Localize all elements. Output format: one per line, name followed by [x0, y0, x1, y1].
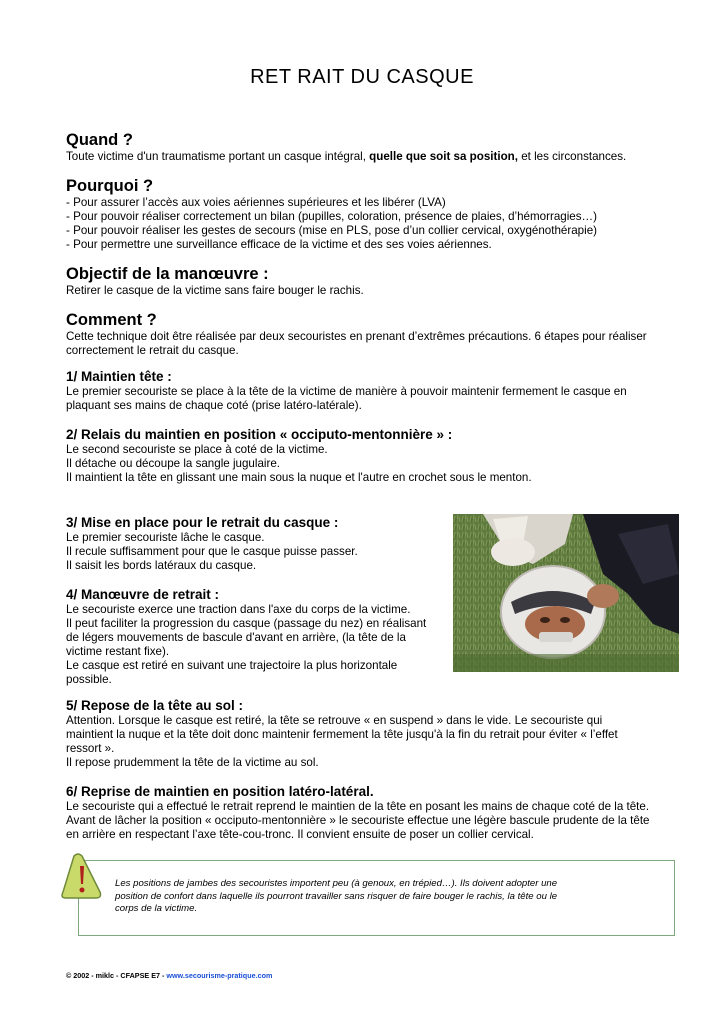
step-3-heading: 3/ Mise en place pour le retrait du casque :: [66, 515, 339, 530]
pourquoi-item: - Pour assurer l’accès aux voies aériennes supérieures et les libérer (LVA): [66, 196, 446, 209]
quand-text-end: et les circonstances.: [517, 150, 627, 163]
step-line: Il maintient la tête en glissant une main sous la nuque et l'autre en crochet sous le menton.: [66, 471, 532, 484]
pourquoi-item: - Pour pouvoir réaliser correctement un bilan (pupilles, coloration, présence de plaies, d’hémorragies…): [66, 210, 597, 223]
helmet-removal-photo: [453, 514, 679, 672]
step-6: [66, 784, 682, 842]
step-line: en arrière en respectant l’axe tête-cou-tronc. Il convient ensuite de poser un collier cervical.: [66, 828, 534, 841]
step-line: Le secouriste exerce une traction dans l'axe du corps de la victime.: [66, 603, 411, 616]
section-comment: [66, 310, 682, 358]
step-4-text: [66, 603, 446, 687]
step-line: Le second secouriste se place à coté de la victime.: [66, 443, 328, 456]
step-line: possible.: [66, 673, 112, 686]
comment-line: Cette technique doit être réalisée par deux secouristes en prenant d’extrêmes précautions. 6 étapes pour réaliser: [66, 330, 647, 343]
pourquoi-item: - Pour pouvoir réaliser les gestes de secours (mise en PLS, pose d’un collier cervical, oxygénothérapie): [66, 224, 597, 237]
step-6-text: [66, 800, 682, 842]
step-line: victime restant fixe).: [66, 645, 170, 658]
quand-text: [66, 150, 682, 164]
note-line: position de confort dans laquelle ils pourront travailler sans risquer de faire bouger le rachis, la tête ou le: [115, 890, 558, 902]
step-line: Il repose prudemment la tête de la victime au sol.: [66, 756, 319, 769]
step-line: maintient la nuque et la tête doit donc maintenir fermement la tête jusqu'à la fin du retrait pour éviter « l’effet: [66, 728, 618, 741]
objectif-text: Retirer le casque de la victime sans faire bouger le rachis.: [66, 284, 364, 297]
step-2-heading: 2/ Relais du maintien en position « occiputo-mentonnière » :: [66, 427, 453, 442]
step-line: ressort ».: [66, 742, 115, 755]
step-5-heading: 5/ Repose de la tête au sol :: [66, 698, 244, 713]
step-line: Le premier secouriste se place à la tête de la victime de manière à pouvoir maintenir fermement le casque en: [66, 385, 627, 398]
step-line: Il saisit les bords latéraux du casque.: [66, 559, 257, 572]
footer: [66, 971, 272, 980]
step-line: Avant de lâcher la position « occiputo-mentonnière » le secouriste effectue une légère bascule prudente de la tête: [66, 814, 650, 827]
warning-exclamation-icon: [60, 852, 106, 902]
section-quand: [66, 130, 682, 164]
objectif-heading: Objectif de la manœuvre :: [66, 265, 269, 283]
step-line: Il peut faciliter la progression du casque (passage du nez) en réalisant: [66, 617, 427, 630]
step-line: Le secouriste qui a effectué le retrait reprend le maintien de la tête en posant les mains de chaque coté de la tête.: [66, 800, 650, 813]
step-4-heading: 4/ Manœuvre de retrait :: [66, 587, 220, 602]
step-2-text: [66, 443, 682, 485]
pourquoi-list: [66, 196, 682, 252]
step-1-heading: 1/ Maintien tête :: [66, 369, 172, 384]
step-3-text: [66, 531, 446, 573]
footer-copyright: © 2002 - miklc - CFAPSE E7 -: [66, 971, 167, 980]
quand-text-start: Toute victime d'un traumatisme portant un casque intégral,: [66, 150, 370, 163]
step-line: Il recule suffisamment pour que le casque puisse passer.: [66, 545, 358, 558]
step-4: [66, 587, 446, 687]
comment-line: correctement le retrait du casque.: [66, 344, 239, 357]
step-1-text: [66, 385, 682, 413]
note-line: corps de la victime.: [115, 903, 198, 914]
step-5-text: [66, 714, 682, 770]
step-3: [66, 515, 446, 573]
step-1: [66, 369, 682, 413]
quand-text-bold: quelle que soit sa position,: [369, 150, 518, 163]
note-line: Les positions de jambes des secouristes importent peu (à genoux, en trépied…). Ils doivent adopter une: [115, 878, 558, 889]
pourquoi-item: - Pour permettre une surveillance efficace de la victime et des ses voies aériennes.: [66, 238, 492, 251]
section-objectif: [66, 264, 682, 298]
step-line: plaquant ses mains de chaque coté (prise latéro-latérale).: [66, 399, 362, 412]
comment-text: [66, 330, 682, 358]
step-line: Le casque est retiré en suivant une trajectoire la plus horizontale: [66, 659, 398, 672]
note-text: [115, 878, 635, 916]
section-pourquoi: [66, 176, 682, 252]
pourquoi-heading: Pourquoi ?: [66, 177, 154, 195]
step-line: Le premier secouriste lâche le casque.: [66, 531, 265, 544]
quand-heading: Quand ?: [66, 131, 133, 149]
step-line: Attention. Lorsque le casque est retiré, la tête se retrouve « en suspend » dans le vide. Le secouriste qui: [66, 714, 603, 727]
footer-website-link[interactable]: www.secourisme-pratique.com: [166, 971, 273, 980]
step-6-heading: 6/ Reprise de maintien en position latéro-latéral.: [66, 784, 374, 799]
note-box: [78, 860, 675, 936]
page-title: RET RAIT DU CASQUE: [250, 66, 474, 88]
step-2: [66, 427, 682, 485]
comment-heading: Comment ?: [66, 311, 157, 329]
step-line: de légers mouvements de bascule d'avant en arrière, (la tête de la: [66, 631, 406, 644]
step-line: Il détache ou découpe la sangle jugulaire.: [66, 457, 280, 470]
step-5: [66, 698, 682, 770]
